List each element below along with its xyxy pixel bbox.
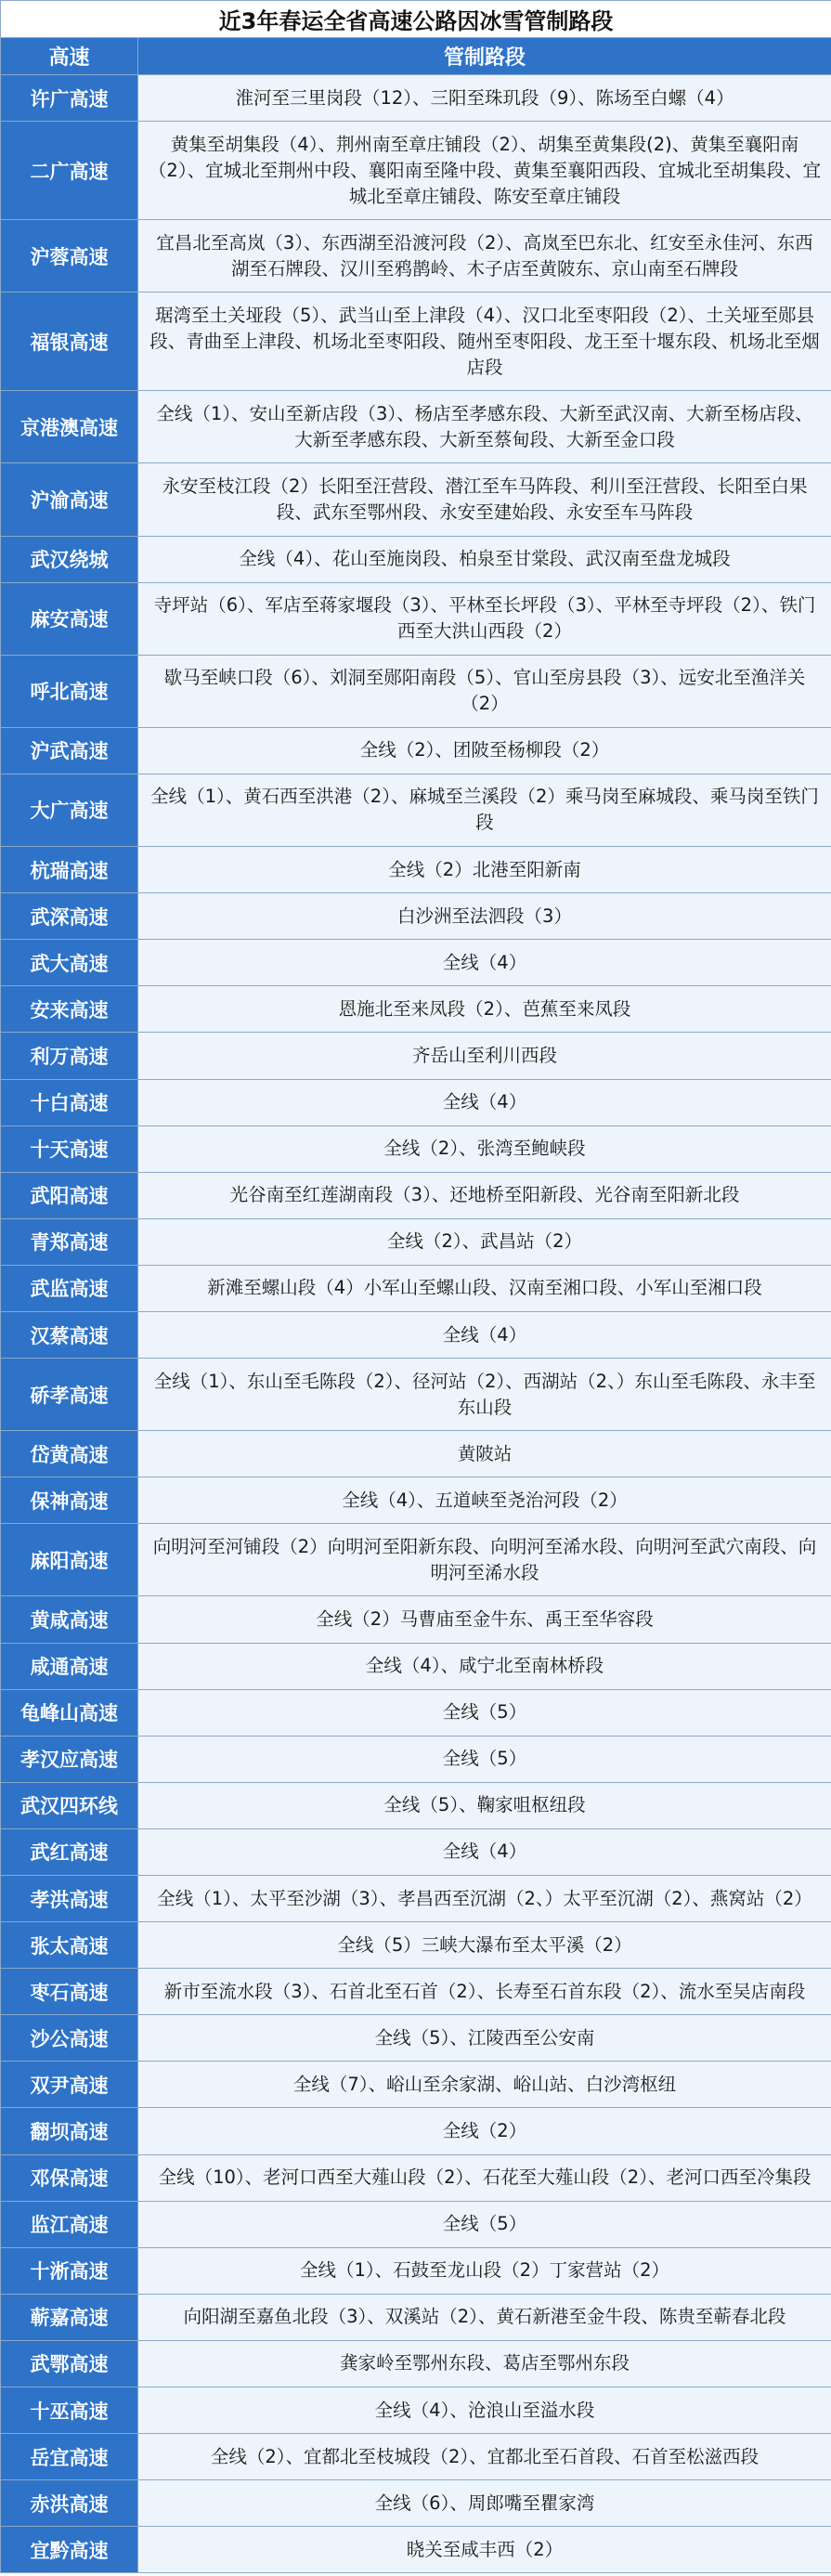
highway-name: 保神高速 bbox=[1, 1477, 138, 1524]
highway-name: 京港澳高速 bbox=[1, 391, 138, 463]
table-row bbox=[1, 1524, 831, 1596]
control-sections: 全线（5）三峡大瀑布至太平溪（2） bbox=[138, 1922, 831, 1969]
control-sections: 全线（4） bbox=[138, 1079, 831, 1125]
highway-name: 双尹高速 bbox=[1, 2062, 138, 2108]
control-sections: 黄陂站 bbox=[138, 1431, 831, 1477]
table-row bbox=[1, 1477, 831, 1524]
highway-name: 武红高速 bbox=[1, 1828, 138, 1875]
control-sections: 全线（4）、咸宁北至南林桥段 bbox=[138, 1643, 831, 1689]
table-row bbox=[1, 1643, 831, 1689]
table-row bbox=[1, 2247, 831, 2294]
highway-name: 大广高速 bbox=[1, 774, 138, 846]
highway-name: 监江高速 bbox=[1, 2201, 138, 2247]
table-row bbox=[1, 122, 831, 220]
table-row bbox=[1, 940, 831, 986]
highway-name: 利万高速 bbox=[1, 1033, 138, 1079]
highway-name: 宜黔高速 bbox=[1, 2527, 138, 2573]
table-row bbox=[1, 2108, 831, 2154]
highway-name: 蕲嘉高速 bbox=[1, 2294, 138, 2340]
control-sections: 全线（2）、宜都北至枝城段（2）、宜都北至石首段、石首至松滋西段 bbox=[138, 2434, 831, 2480]
highway-name: 麻安高速 bbox=[1, 582, 138, 655]
control-sections: 全线（2） bbox=[138, 2108, 831, 2154]
highway-name: 张太高速 bbox=[1, 1922, 138, 1969]
highway-name: 孝洪高速 bbox=[1, 1876, 138, 1922]
control-sections: 全线（4） bbox=[138, 940, 831, 986]
table-row bbox=[1, 2201, 831, 2247]
table-body bbox=[1, 75, 831, 2573]
control-sections: 向明河至河铺段（2）向明河至阳新东段、向明河至浠水段、向明河至武穴南段、向明河至浠水段 bbox=[138, 1524, 831, 1596]
highway-name: 武大高速 bbox=[1, 940, 138, 986]
table-row bbox=[1, 2527, 831, 2573]
control-sections: 全线（2）、武昌站（2） bbox=[138, 1218, 831, 1265]
control-sections: 向阳湖至嘉鱼北段（3）、双溪站（2）、黄石新港至金牛段、陈贵至蕲春北段 bbox=[138, 2294, 831, 2340]
control-sections: 全线（2）、团陂至杨柳段（2） bbox=[138, 727, 831, 774]
table-row bbox=[1, 1596, 831, 1643]
table-row bbox=[1, 536, 831, 582]
highway-name: 武汉绕城 bbox=[1, 536, 138, 582]
highway-name: 安来高速 bbox=[1, 986, 138, 1033]
table-row bbox=[1, 1359, 831, 1431]
highway-name: 麻阳高速 bbox=[1, 1524, 138, 1596]
control-sections: 全线（5） bbox=[138, 2201, 831, 2247]
table-row bbox=[1, 1125, 831, 1172]
table-row bbox=[1, 1265, 831, 1311]
highway-name: 十白高速 bbox=[1, 1079, 138, 1125]
highway-name: 沪武高速 bbox=[1, 727, 138, 774]
control-sections: 龚家岭至鄂州东段、葛店至鄂州东段 bbox=[138, 2340, 831, 2387]
table-row bbox=[1, 1431, 831, 1477]
table-row bbox=[1, 1828, 831, 1875]
table-row bbox=[1, 391, 831, 463]
table-row bbox=[1, 1172, 831, 1218]
table-row bbox=[1, 986, 831, 1033]
highway-name: 武深高速 bbox=[1, 893, 138, 940]
table-row bbox=[1, 727, 831, 774]
highway-name: 咸通高速 bbox=[1, 1643, 138, 1689]
control-sections: 寺坪站（6）、军店至蒋家堰段（3）、平林至长坪段（3）、平林至寺坪段（2）、铁门西至大洪山西段（2） bbox=[138, 582, 831, 655]
table-row bbox=[1, 463, 831, 536]
table-row bbox=[1, 1218, 831, 1265]
highway-name: 孝汉应高速 bbox=[1, 1736, 138, 1782]
table-row bbox=[1, 2154, 831, 2201]
control-sections: 淮河至三里岗段（12）、三阳至珠玑段（9）、陈场至白螺（4） bbox=[138, 75, 831, 122]
table-row bbox=[1, 2340, 831, 2387]
table-row bbox=[1, 1689, 831, 1736]
table-row bbox=[1, 847, 831, 893]
control-sections: 恩施北至来凤段（2）、芭蕉至来凤段 bbox=[138, 986, 831, 1033]
highway-name: 硚孝高速 bbox=[1, 1359, 138, 1431]
table-row bbox=[1, 1033, 831, 1079]
control-sections: 全线（10）、老河口西至大薤山段（2）、石花至大薤山段（2）、老河口西至冷集段 bbox=[138, 2154, 831, 2201]
highway-name: 二广高速 bbox=[1, 122, 138, 220]
table-row bbox=[1, 2434, 831, 2480]
control-sections: 歇马至峡口段（6）、刘洞至郧阳南段（5）、官山至房县段（3）、远安北至渔洋关（2） bbox=[138, 655, 831, 727]
control-sections: 全线（1）、石鼓至龙山段（2）丁家营站（2） bbox=[138, 2247, 831, 2294]
table-header bbox=[1, 38, 831, 75]
highway-name: 龟峰山高速 bbox=[1, 1689, 138, 1736]
control-sections: 黄集至胡集段（4）、荆州南至章庄铺段（2）、胡集至黄集段(2)、黄集至襄阳南（2）、宜城北至荆州中段、襄阳南至隆中段、黄集至襄阳西段、宜城北至胡集段、宜城北至章庄铺段、陈安至章庄铺段 bbox=[138, 122, 831, 220]
highway-name: 十天高速 bbox=[1, 1125, 138, 1172]
table-row bbox=[1, 2294, 831, 2340]
table-row bbox=[1, 2387, 831, 2434]
highway-name: 青郑高速 bbox=[1, 1218, 138, 1265]
highway-name: 武鄂高速 bbox=[1, 2340, 138, 2387]
highway-name: 武汉四环线 bbox=[1, 1782, 138, 1828]
table-row bbox=[1, 75, 831, 122]
control-sections: 新市至流水段（3）、石首北至石首（2）、长寿至石首东段（2）、流水至吴店南段 bbox=[138, 1969, 831, 2015]
highway-name: 沪蓉高速 bbox=[1, 220, 138, 293]
highway-name: 呼北高速 bbox=[1, 655, 138, 727]
control-sections: 白沙洲至法泗段（3） bbox=[138, 893, 831, 940]
highway-name: 武监高速 bbox=[1, 1265, 138, 1311]
table-row bbox=[1, 1922, 831, 1969]
control-sections: 光谷南至红莲湖南段（3）、还地桥至阳新段、光谷南至阳新北段 bbox=[138, 1172, 831, 1218]
control-sections: 全线（2）、张湾至鲍峡段 bbox=[138, 1125, 831, 1172]
highway-name: 十巫高速 bbox=[1, 2387, 138, 2434]
highway-name: 翻坝高速 bbox=[1, 2108, 138, 2154]
highway-name: 许广高速 bbox=[1, 75, 138, 122]
table-row bbox=[1, 1079, 831, 1125]
control-sections: 全线（4）、花山至施岗段、柏泉至甘棠段、武汉南至盘龙城段 bbox=[138, 536, 831, 582]
highway-name: 岱黄高速 bbox=[1, 1431, 138, 1477]
table-row bbox=[1, 2062, 831, 2108]
control-sections: 全线（4）、沧浪山至溢水段 bbox=[138, 2387, 831, 2434]
table-row bbox=[1, 1736, 831, 1782]
control-sections: 宜昌北至高岚（3）、东西湖至沿渡河段（2）、高岚至巴东北、红安至永佳河、东西湖至石牌段、汉川至鸦鹊岭、木子店至黄陂东、京山南至石牌段 bbox=[138, 220, 831, 293]
highway-name: 沪渝高速 bbox=[1, 463, 138, 536]
table-row bbox=[1, 774, 831, 846]
control-sections: 全线（1）、安山至新店段（3）、杨店至孝感东段、大新至武汉南、大新至杨店段、大新至孝感东段、大新至蔡甸段、大新至金口段 bbox=[138, 391, 831, 463]
table-row bbox=[1, 220, 831, 293]
control-sections: 全线（5）、江陵西至公安南 bbox=[138, 2015, 831, 2062]
control-sections: 全线（5） bbox=[138, 1689, 831, 1736]
highway-name: 汉蔡高速 bbox=[1, 1311, 138, 1358]
control-sections: 全线（2）北港至阳新南 bbox=[138, 847, 831, 893]
control-sections: 全线（5）、鞠家咀枢纽段 bbox=[138, 1782, 831, 1828]
highway-name: 杭瑞高速 bbox=[1, 847, 138, 893]
control-sections: 永安至枝江段（2）长阳至汪营段、潜江至车马阵段、利川至汪营段、长阳至白果段、武东至鄂州段、永安至建始段、永安至车马阵段 bbox=[138, 463, 831, 536]
highway-name: 黄咸高速 bbox=[1, 1596, 138, 1643]
control-sections: 全线（6）、周郎嘴至瞿家湾 bbox=[138, 2480, 831, 2527]
control-sections: 晓关至咸丰西（2） bbox=[138, 2527, 831, 2573]
control-sections: 琚湾至土关垭段（5）、武当山至上津段（4）、汉口北至枣阳段（2）、土关垭至郧县段、青曲至上津段、机场北至枣阳段、随州至枣阳段、龙王至十堰东段、机场北至烟店段 bbox=[138, 293, 831, 391]
table-row bbox=[1, 293, 831, 391]
highway-name: 枣石高速 bbox=[1, 1969, 138, 2015]
table-row bbox=[1, 1969, 831, 2015]
control-sections: 齐岳山至利川西段 bbox=[138, 1033, 831, 1079]
header-sections: 管制路段 bbox=[138, 38, 831, 75]
control-sections: 全线（4） bbox=[138, 1311, 831, 1358]
highway-name: 岳宜高速 bbox=[1, 2434, 138, 2480]
highway-name: 赤洪高速 bbox=[1, 2480, 138, 2527]
table-row bbox=[1, 2480, 831, 2527]
control-sections: 新滩至螺山段（4）小军山至螺山段、汉南至湘口段、小军山至湘口段 bbox=[138, 1265, 831, 1311]
control-sections: 全线（1）、黄石西至洪港（2）、麻城至兰溪段（2）乘马岗至麻城段、乘马岗至铁门段 bbox=[138, 774, 831, 846]
table-row bbox=[1, 655, 831, 727]
highway-name: 十淅高速 bbox=[1, 2247, 138, 2294]
control-sections: 全线（5） bbox=[138, 1736, 831, 1782]
control-sections: 全线（4） bbox=[138, 1828, 831, 1875]
highway-name: 武阳高速 bbox=[1, 1172, 138, 1218]
control-sections: 全线（7）、峪山至余家湖、峪山站、白沙湾枢纽 bbox=[138, 2062, 831, 2108]
highway-name: 邓保高速 bbox=[1, 2154, 138, 2201]
header-highway: 高速 bbox=[1, 38, 138, 75]
highway-name: 福银高速 bbox=[1, 293, 138, 391]
table-row bbox=[1, 1876, 831, 1922]
control-sections: 全线（1）、东山至毛陈段（2）、径河站（2）、西湖站（2、）东山至毛陈段、永丰至东山段 bbox=[138, 1359, 831, 1431]
page-title: 近3年春运全省高速公路因冰雪管制路段 bbox=[1, 1, 831, 38]
table-row bbox=[1, 582, 831, 655]
table-row bbox=[1, 893, 831, 940]
table-row bbox=[1, 1311, 831, 1358]
table-row bbox=[1, 2015, 831, 2062]
highway-name: 沙公高速 bbox=[1, 2015, 138, 2062]
control-sections: 全线（4）、五道峡至尧治河段（2） bbox=[138, 1477, 831, 1524]
table-row bbox=[1, 1782, 831, 1828]
control-sections: 全线（1）、太平至沙湖（3）、孝昌西至沉湖（2、）太平至沉湖（2）、燕窝站（2） bbox=[138, 1876, 831, 1922]
control-sections: 全线（2）马曹庙至金牛东、禹王至华容段 bbox=[138, 1596, 831, 1643]
